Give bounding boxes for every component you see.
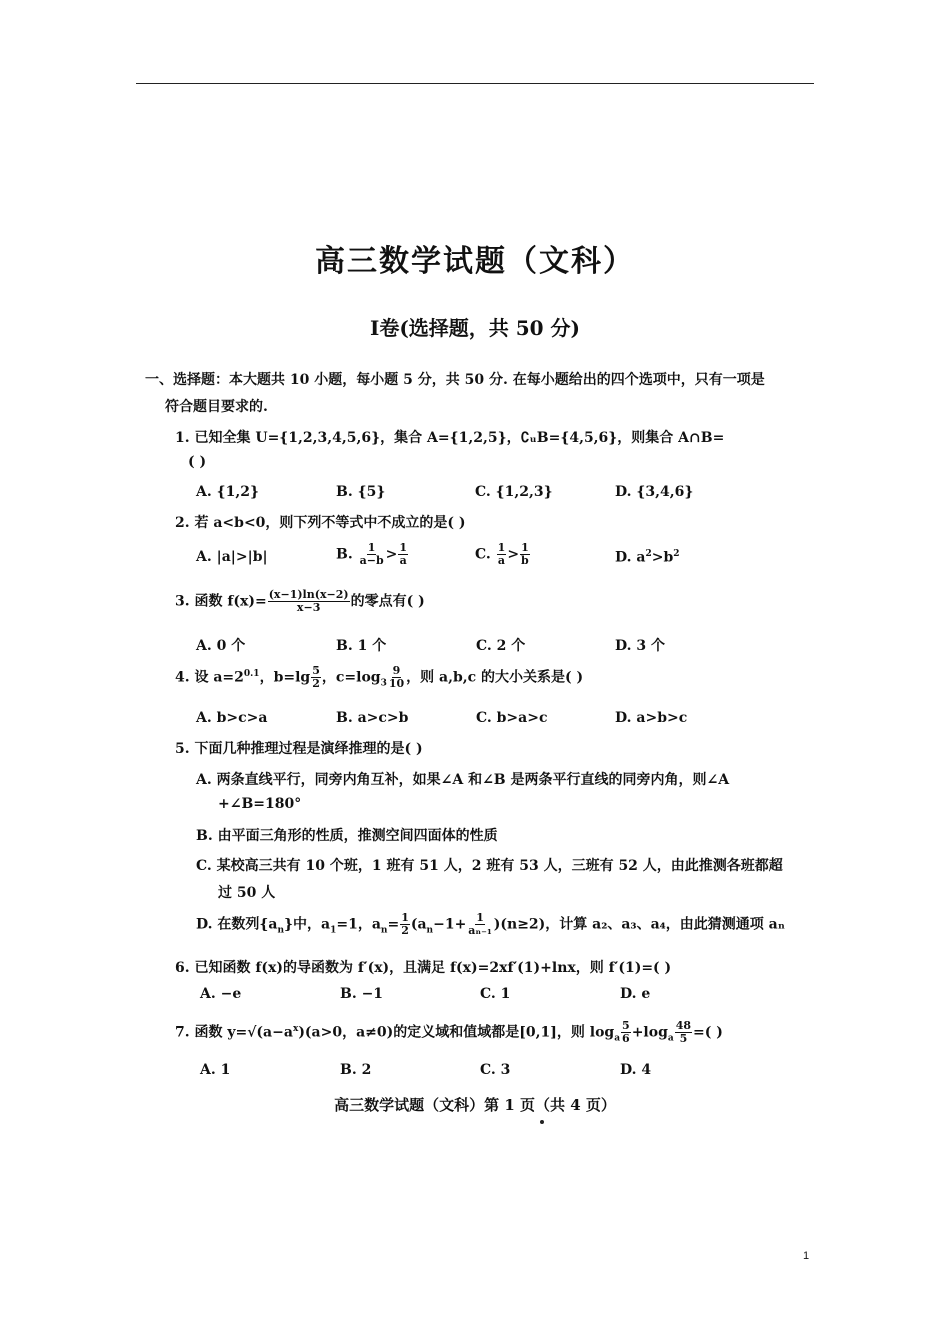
- q2-option-c-fraction-2: $\frac{1}{b}$: [521, 541, 529, 567]
- q2-option-c-fraction-1: $\frac{1}{a}$: [497, 541, 506, 567]
- q1-option-b: B. {5}: [336, 484, 386, 500]
- q2-option-b-fraction-1: $\frac{1}{a-b}$: [359, 541, 384, 567]
- q7-fraction-2: $\frac{48}{5}$: [675, 1019, 692, 1045]
- q2-option-c: C. $\frac{1}{a}$ > $\frac{1}{b}$: [475, 541, 529, 567]
- q5-option-c-line1: C. 某校高三共有 10 个班，1 班有 51 人，2 班有 53 人，三班有 52 人，由此推测各班都超: [196, 858, 783, 874]
- q3-stem: 3. 函数 f(x)= $\frac{(x-1)\ln(x-2)}{x-3}$ 的零点有( ): [175, 588, 425, 614]
- header-rule: [136, 83, 814, 84]
- q7-fraction-1: $\frac{5}{6}$: [622, 1019, 630, 1045]
- q4-fraction-2: $\frac{9}{10}$: [388, 664, 405, 690]
- q6-option-d: D. e: [620, 986, 651, 1002]
- q4-fraction-1: $\frac{5}{2}$: [312, 664, 320, 690]
- q7-option-d: D. 4: [620, 1062, 652, 1078]
- q3-option-c: C. 2 个: [476, 638, 526, 654]
- q4-option-c: C. b>a>c: [476, 710, 548, 726]
- q3-option-b: B. 1 个: [336, 638, 387, 654]
- part-subtitle: Ⅰ卷(选择题，共 50 分): [369, 316, 581, 340]
- q3-fraction: $\frac{(x-1)\ln(x-2)}{x-3}$: [268, 588, 349, 614]
- q1-option-d: D. {3,4,6}: [615, 484, 694, 500]
- q3-option-d: D. 3 个: [615, 638, 666, 654]
- q4-option-a: A. b>c>a: [196, 710, 268, 726]
- q1-option-a: A. {1,2}: [196, 484, 259, 500]
- exam-title: 高三数学试题（文科）: [315, 244, 635, 279]
- q7-option-a: A. 1: [200, 1062, 231, 1078]
- q5-option-a-line2: +∠B=180°: [218, 796, 302, 812]
- q2-option-b: B. $\frac{1}{a-b}$ > $\frac{1}{a}$: [336, 541, 408, 567]
- q5-stem: 5. 下面几种推理过程是演绎推理的是( ): [175, 741, 423, 757]
- q1-option-c: C. {1,2,3}: [475, 484, 553, 500]
- section-heading-line1: 一、选择题：本大题共 10 小题，每小题 5 分，共 50 分. 在每小题给出的四个选项中，只有一项是: [145, 372, 765, 388]
- q5-option-c-line2: 过 50 人: [218, 885, 276, 901]
- q5-d-fraction-2: $\frac{1}{\text{aₙ₋₁}}$: [468, 911, 492, 937]
- q2-option-a: A. |a|>|b|: [196, 549, 268, 565]
- q2-stem: 2. 若 a<b<0，则下列不等式中不成立的是( ): [175, 515, 466, 531]
- q4-stem: 4. 设 $a=2^{0.1}$，b=lg $\frac{5}{2}$ ，$c=\log_3$ $\frac{9}{10}$ ，则 a,b,c 的大小关系是( ): [175, 664, 584, 690]
- page-footer: 高三数学试题（文科）第 1 页（共 4 页）: [334, 1096, 616, 1114]
- q6-stem: 6. 已知函数 f(x)的导函数为 f′(x)，且满足 f(x)=2xf′(1)+lnx，则 f′(1)=( ): [175, 960, 672, 976]
- q5-option-b: B. 由平面三角形的性质，推测空间四面体的性质: [196, 828, 498, 844]
- q6-option-c: C. 1: [480, 986, 511, 1002]
- q6-option-b: B. −1: [340, 986, 384, 1002]
- q5-option-d: D. 在数列$\{a_n\}$中，$a_1=1$，$a_n=$ $\frac{1}{2}$ ($a_n-1+$ $\frac{1}{\text{aₙ₋₁}}$ )(n≥2)，计算 a₂、a₃、a₄，由此猜测通项 aₙ: [196, 911, 785, 937]
- q2-option-b-label: B.: [336, 546, 353, 563]
- q7-option-b: B. 2: [340, 1062, 372, 1078]
- q4-option-b: B. a>c>b: [336, 710, 409, 726]
- q1-stem: 1. 已知全集 U={1,2,3,4,5,6}，集合 A={1,2,5}，∁ᵤB={4,5,6}，则集合 A∩B=: [175, 430, 725, 446]
- scan-mark: [540, 1120, 544, 1124]
- q5-option-a-line1: A. 两条直线平行，同旁内角互补，如果∠A 和∠B 是两条平行直线的同旁内角，则∠A: [196, 772, 730, 788]
- q1-stem-paren: ( ): [188, 454, 207, 470]
- section-heading-line2: 符合题目要求的.: [165, 399, 268, 415]
- q7-stem: 7. 函数 $y=√(a-a^x)(a>0$，a≠0)的定义域和值域都是[0,1]，则 $\log_a$ $\frac{5}{6}$ $+\log_a$ $\frac{48}{5}$ =( ): [175, 1019, 723, 1045]
- q2-option-d: D. $a^2>b^2$: [615, 549, 680, 566]
- q2-option-b-fraction-2: $\frac{1}{a}$: [399, 541, 408, 567]
- q7-option-c: C. 3: [480, 1062, 511, 1078]
- q2-option-c-label: C.: [475, 546, 491, 563]
- page-number: 1: [803, 1250, 810, 1262]
- q4-option-d: D. a>b>c: [615, 710, 688, 726]
- q3-option-a: A. 0 个: [196, 638, 246, 654]
- q6-option-a: A. −e: [200, 986, 242, 1002]
- q5-d-fraction-1: $\frac{1}{2}$: [401, 911, 409, 937]
